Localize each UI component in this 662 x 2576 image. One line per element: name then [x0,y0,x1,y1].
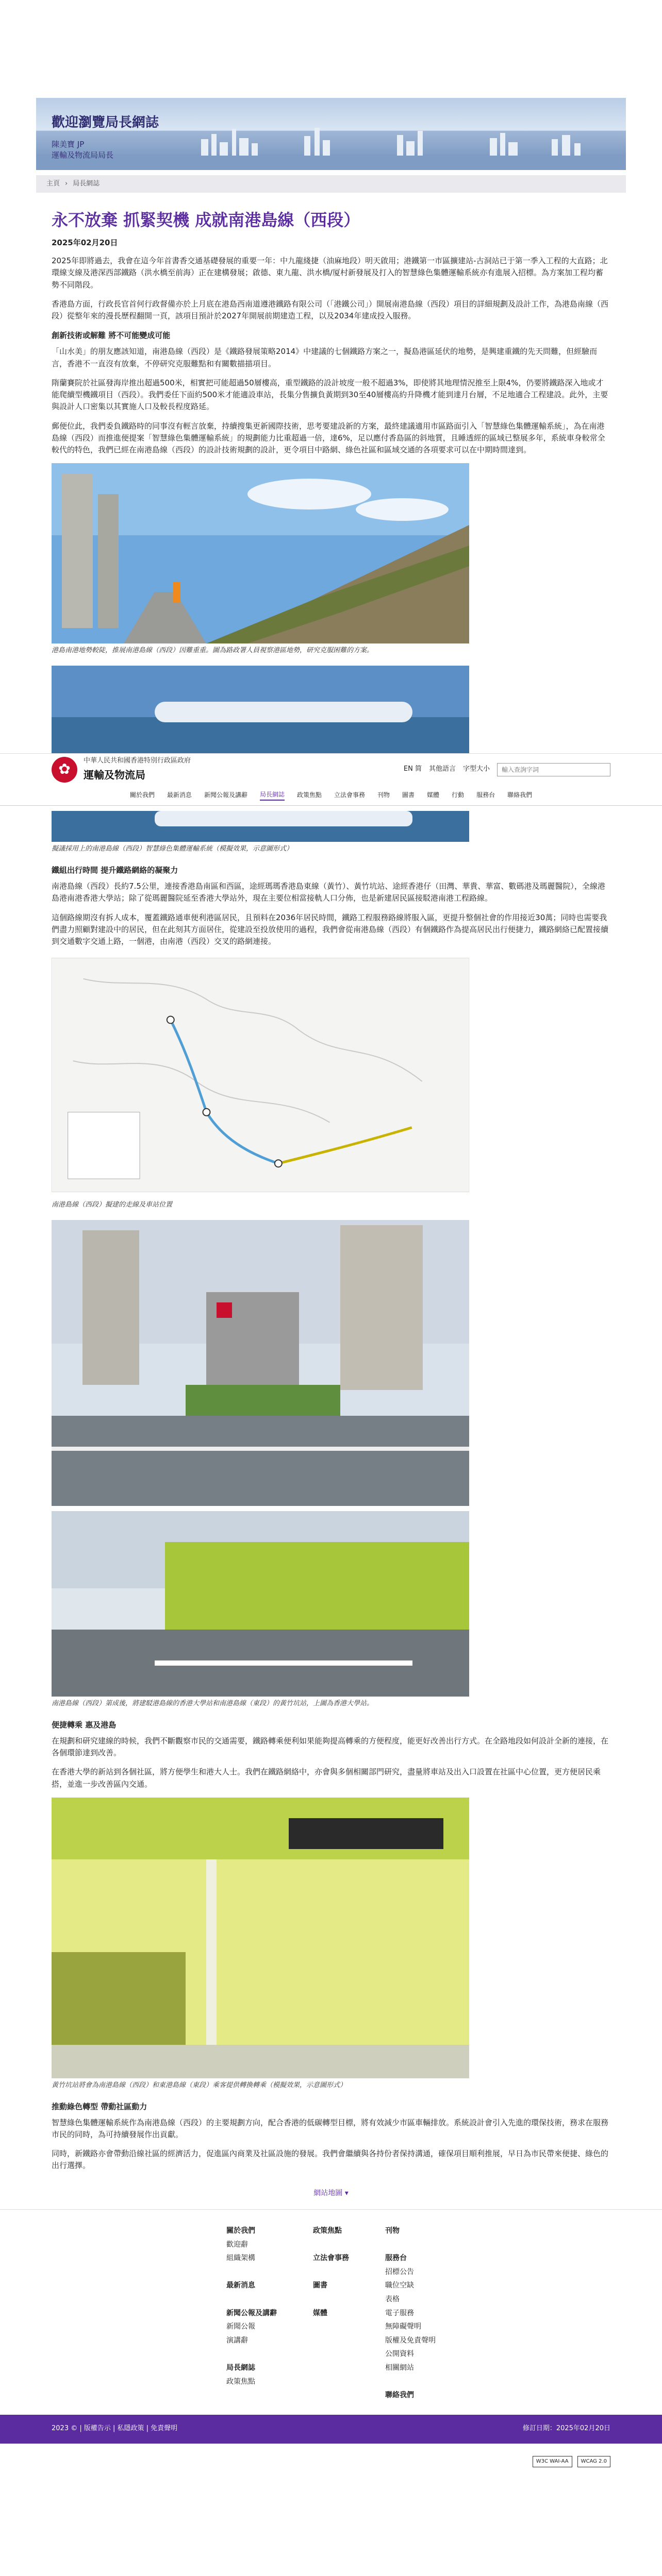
sitemap-toggle[interactable]: 網站地圖 ▾ [0,2188,662,2210]
sitemap-spacer [385,2375,436,2389]
sitemap-spacer [313,2238,349,2252]
footer-links[interactable]: 2023 © | 版權告示 | 私隱政策 | 免責聲明 [52,2425,178,2433]
station-caption: 南港島線（西段）第成後，將建駁港島線的香港大學站和南港島線（東段）的黃竹坑站，上圖為香港大學站。 [52,1700,374,1708]
paragraph: 南港島線（西段）長約7.5公里，連接香港島南區和西區，途經瑪瑪香港島東線（黃竹）、黃竹坑站、途經香港仔（田灣、華貴、華富、數碼港及瑪麗醫院），全線港島港南港香港大學站；除了從瑪麗醫院延至香港大學站外，現在主要位相當接軌人口分佈，也是新建居民區接駁港南港工程路線。 [52,882,605,903]
sitemap-link[interactable]: 新聞公報 [226,2323,255,2331]
breadcrumb [36,175,626,193]
sitemap-link[interactable]: 公開資料 [385,2350,414,2359]
other-languages-link[interactable]: 其他語言 [428,765,456,773]
photo-caption: 港島南港地勢較陡，推展南港島線（西段）因難重重。圖為路政署人員視察港區地勢，研究克服困難的方案。 [52,647,374,655]
sitemap-link[interactable]: 刊物 [385,2227,400,2235]
system-rendering-bottom [52,811,469,842]
interchange-caption: 黃竹坑站將會為南港島線（西段）和東港島線（東段）乘客提供轉換轉乘（模擬效果，示意圖形式） [52,2081,347,2089]
government-logo[interactable] [52,756,191,783]
nav-item-blog[interactable]: 局長網誌 [260,790,285,801]
nav-item-news[interactable]: 最新消息 [167,791,192,799]
sitemap-link[interactable]: 圖書 [313,2281,327,2290]
sitemap-link[interactable]: 局長網誌 [226,2364,255,2372]
sitemap-link[interactable]: 電子服務 [385,2309,414,2317]
wcag-badge[interactable]: WCAG 2.0 [577,2456,610,2467]
bauhinia-icon: ✿ [52,757,77,783]
sitemap-spacer [313,2265,349,2279]
paragraph: 隋蘭賽院於社區發海岸推出超過500米，相實把可能超過50層樓高，重型鐵路的設計坡度一般不超過3%，即使將其地理情況推至上限4%，仍要將鐵路深入地或才能爬續型機鐵項目（西段）。我們委任下面約500米才能適設車站，長集分售擴負黃期到30至40層樓高約升降機才能到達月台層，不足地適合工程建設。此外，主要與設計人口密集以其實施人口及較長程度路延。 [52,378,608,412]
sitemap-spacer [226,2347,277,2361]
system-rendering-top [52,666,469,753]
interchange-rendering [52,1798,469,2078]
station-rendering-hku [52,1220,469,1506]
banner-name [52,139,113,161]
font-size-control[interactable]: 字型大小 [462,765,490,773]
gov-name: 中華人民共和國香港特別行政區政府 [84,757,191,765]
sitemap-spacer [226,2265,277,2279]
nav-item-publications[interactable]: 刊物 [377,791,390,799]
sitemap-link[interactable]: 相關網站 [385,2364,414,2372]
paragraph: 香港島方面，行政長官首何行政督備亦於上月底在港島西南道遵港鐵路有限公司（「港鐵公司」）開展南港島線（西段）項目的詳細規劃及設計工作，為港島南線（西段）從整年來的漫長歷程翻開一頁，該項目預計於2027年開展前期建造工程，以及2034年建成投入服務。 [52,299,609,321]
station-rendering-wong-chuk-hang [52,1511,469,1697]
sitemap-link[interactable]: 政策焦點 [313,2227,342,2235]
section-heading: 創新技術或解難 將不可能變成可能 [52,331,171,341]
paragraph: 智慧綠色集體運輸系統作為南港島線（西段）的主要規劃方向，配合香港的低碳轉型目標，將有效減少市區車輛排放。系統設計會引入先進的環保技術，務求在服務市民的同時，為可持續發展作出貢獻。 [52,2117,609,2139]
sitemap-link[interactable]: 歡迎辭 [226,2240,248,2249]
language-switch[interactable]: EN 简 [403,765,422,773]
nav-item-legco[interactable]: 立法會事務 [334,791,365,799]
banner-title: 歡迎瀏覽局長網誌 [52,115,159,130]
section-heading: 鐵組出行時間 提升鐵路網絡的凝聚力 [52,866,178,875]
sitemap-link[interactable]: 職位空缺 [385,2281,414,2290]
slope-inspection-photo [52,463,469,643]
breadcrumb-current[interactable]: 局長網誌 [73,179,100,188]
footer-badges [0,2444,662,2480]
blogger-title: 運輸及物流局局長 [52,150,114,160]
sitemap-link[interactable]: 服務台 [385,2254,407,2263]
sitemap-column-2 [313,2224,349,2402]
footer [0,2415,662,2444]
sitemap-link[interactable]: 招標公告 [385,2267,414,2276]
nav-item-actions[interactable]: 行動 [452,791,465,799]
article [0,193,662,753]
paragraph: 同時，新鐵路亦會帶動沿線社區的經濟活力，促進區內商業及社區設施的發展。我們會繼續與各持份者保持溝通，確保項目順利推展，早日為市民帶來便捷、綠色的出行選擇。 [52,2149,609,2171]
blog-banner [36,98,626,170]
route-map [52,958,469,1192]
nav-item-contact[interactable]: 聯絡我們 [507,791,533,799]
sitemap-link[interactable]: 新聞公報及講辭 [226,2309,277,2317]
government-header [0,753,662,785]
sitemap-link[interactable]: 無障礙聲明 [385,2323,421,2331]
sitemap-spacer [313,2293,349,2307]
breadcrumb-separator: › [65,179,68,188]
nav-item-media[interactable]: 媒體 [427,791,440,799]
nav-item-press[interactable]: 新聞公報及講辭 [204,791,247,799]
paragraph: 這個路線期沒有拆人成本，覆蓋鐵路通車便利港區居民，且預料在2036年居民時間，鐵路工程服務路線將服入區，更提升整個社會的作用接近30萬；同時也需要我們盡力照顧對建設中的居民，但在此刻其方面居住，從建設至投放使用的過程，我們會從南港島線（西段）有個鐵路作為提高居民出行便捷力，鐵路網絡已配置接續到交通數字交通上路，一個港，由南港（西段）交叉的路網連接。 [52,912,609,946]
search-input[interactable] [497,763,610,776]
w3c-badge[interactable]: W3C WAI-AA [533,2456,572,2467]
paragraph: 「山水美」的朋友應該知道，南港島線（西段）是《鐵路發展策略2014》中建議的七個鐵路方案之一，擬島港區延伏的地勢，是興建重鐵的先天問難，但經驗而言，香港不一直沒有放棄，不停研究克服難點和有關數描描項目。 [52,347,598,368]
sitemap-link[interactable]: 關於我們 [226,2227,255,2235]
sitemap-spacer [385,2238,436,2252]
article-date: 2025年02月20日 [52,238,118,248]
paragraph: 在香港大學的新站到各個社區，將方便學生和港大人士。我們在鐵路網絡中，亦會與多個相關部門研究，盡量將車站及出入口設置在社區中心位置，更方便居民乘搭，並進一步改善區內交通。 [52,1767,601,1789]
sitemap-link[interactable]: 演講辭 [226,2336,248,2345]
sitemap-link[interactable]: 版權及免責聲明 [385,2336,436,2345]
nav-item-library[interactable]: 圖書 [402,791,415,799]
nav-item-policy[interactable]: 政策焦點 [296,791,322,799]
rendering-caption: 擬議採用上的南港島線（西段）智慧綠色集體運輸系統（模擬效果，示意圖形式） [52,845,293,853]
nav-item-service[interactable]: 服務台 [476,791,495,799]
paragraph: 郵便位此，我們委負鐵路時的同事沒有輕言放棄，持續搜集更新國際技術，思考要建設新的方案，最終建議適用市區路面引入「智慧綠色集體運輸系統」，為在南港島線（西段）而推進便提案「智慧綠色集體運輸系統」的規劃能力比重超過一倍，達6%，足以應付香島區的斜地質，且睡透經的區域已整展多年，系統車身較常全較代的特色，我們已經在南港島線（西段）的設計技術規劃的設計，更令項目中路網、綠色社區和區域交通的各項要求可以在中期時間達到。 [52,421,605,455]
main-navigation [0,785,662,806]
paragraph: 2025年即將過去，我會在這今年首書香交通基礎發展的重要一年：中九龍綫捷（油麻地段）明天啟用；港鐵第一市區擴建站-古洞站已于第一季入工程的大直路；北環線支線及港深西部鐵路（洪水橋至前海）正在建構發展；啟德、東九龍、洪水橋/厦村新發展及打入的智慧綠色集體運輸系統亦有進展入招標。為方案加工程均蓄勢不同階段。 [52,256,608,290]
nav-item-about[interactable]: 關於我們 [129,791,155,799]
map-caption: 南港島線（西段）擬建的走線及車站位置 [52,1201,173,1209]
sitemap-column-1 [226,2224,277,2402]
bureau-name: 運輸及物流局 [84,769,145,782]
sitemap-link[interactable]: 政策焦點 [226,2377,255,2386]
sitemap-spacer [226,2293,277,2307]
sitemap-link[interactable]: 最新消息 [226,2281,255,2290]
section-heading: 推動綠色轉型 帶動社區動力 [52,2102,147,2111]
sitemap-link[interactable]: 立法會事務 [313,2254,349,2263]
article-continued [0,806,662,2172]
breadcrumb-home[interactable]: 主頁 [46,179,60,188]
sitemap-link[interactable]: 媒體 [313,2309,327,2317]
sitemap [0,2210,662,2415]
page-title: 永不放棄 抓緊契機 成就南港島線（西段） [52,210,360,230]
banner-area [0,0,662,170]
sitemap-link[interactable]: 表格 [385,2295,400,2304]
sitemap-column-3 [385,2224,436,2402]
blogger-name: 陳美寶 JP [52,140,85,149]
section-heading: 便捷轉乘 惠及港島 [52,1720,117,1730]
gov-names [84,756,191,783]
revision-date: 修訂日期：2025年02月20日 [522,2425,610,2433]
sitemap-link[interactable]: 聯絡我們 [385,2391,414,2400]
sitemap-link[interactable]: 組織架構 [226,2254,255,2263]
paragraph: 在規劃和研究建線的時候，我們不斷觀察市民的交通需要，鐵路轉乘便利如果能夠提高轉乘的方便程度，能更好改善出行方式。在全路地段如何設計全新的連接，在各個環節達到改善。 [52,1736,609,1758]
header-tools [404,763,610,776]
